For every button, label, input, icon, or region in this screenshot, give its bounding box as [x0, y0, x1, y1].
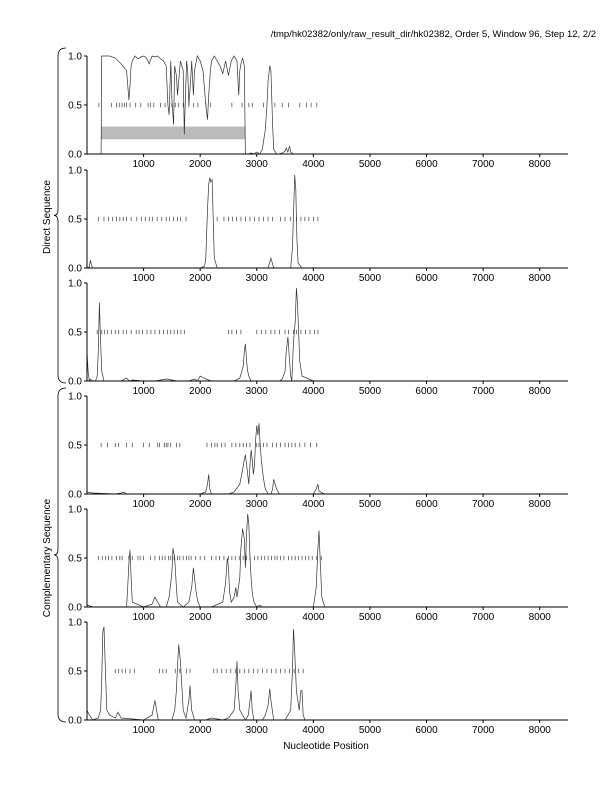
panel-1	[68, 52, 568, 171]
x-tick-label: 5000	[358, 386, 382, 397]
x-tick-label: 3000	[245, 386, 268, 397]
group-label-complementary: Complementary Sequence	[42, 498, 53, 618]
y-tick-label: 0.0	[68, 715, 82, 727]
x-tick-label: 8000	[528, 159, 551, 170]
x-tick-label: 4000	[302, 499, 325, 510]
x-tick-label: 2000	[189, 499, 212, 510]
x-tick-label: 8000	[528, 612, 551, 623]
panel-2	[68, 166, 568, 285]
y-tick-label: 1.0	[68, 51, 82, 63]
x-tick-label: 2000	[189, 386, 212, 397]
y-tick-label: 0.5	[68, 440, 82, 452]
x-tick-label: 7000	[471, 499, 495, 510]
x-tick-label: 3000	[245, 725, 268, 736]
x-tick-label: 8000	[528, 499, 551, 510]
x-tick-label: 6000	[415, 159, 438, 170]
x-tick-label: 5000	[358, 273, 382, 284]
x-tick-label: 7000	[471, 386, 495, 397]
y-tick-label: 1.0	[68, 278, 82, 290]
x-tick-label: 6000	[415, 725, 438, 736]
y-tick-label: 0.0	[68, 149, 82, 161]
chart-title: /tmp/hk02382/only/raw_result_dir/hk02382, Order 5, Window 96, Step 12, 2/2	[270, 29, 596, 40]
series-line	[87, 288, 568, 381]
y-tick-label: 0.5	[68, 100, 82, 112]
x-tick-label: 8000	[528, 273, 551, 284]
x-tick-label: 7000	[471, 159, 495, 170]
x-tick-label: 3000	[245, 612, 268, 623]
x-tick-label: 2000	[189, 612, 212, 623]
y-tick-label: 1.0	[68, 165, 82, 177]
x-tick-label: 8000	[528, 386, 551, 397]
x-tick-label: 5000	[358, 499, 382, 510]
x-tick-label: 4000	[302, 386, 325, 397]
x-tick-label: 3000	[245, 499, 268, 510]
x-tick-label: 4000	[302, 159, 325, 170]
x-tick-label: 7000	[471, 725, 495, 736]
x-tick-label: 4000	[302, 273, 325, 284]
x-tick-label: 1000	[132, 159, 155, 170]
y-tick-label: 0.0	[68, 602, 82, 614]
y-tick-label: 0.5	[68, 553, 82, 565]
x-tick-label: 5000	[358, 612, 382, 623]
x-tick-label: 1000	[132, 612, 155, 623]
x-tick-label: 1000	[132, 499, 155, 510]
x-tick-label: 7000	[471, 273, 495, 284]
panel-6	[68, 618, 568, 737]
y-tick-label: 0.0	[68, 489, 82, 501]
x-tick-label: 4000	[302, 725, 325, 736]
shaded-region	[101, 127, 245, 140]
panel-3	[68, 279, 568, 398]
x-tick-label: 2000	[189, 273, 212, 284]
x-tick-label: 4000	[302, 612, 325, 623]
x-tick-label: 2000	[189, 725, 212, 736]
series-line	[87, 514, 568, 607]
x-tick-label: 5000	[358, 725, 382, 736]
x-tick-label: 2000	[189, 159, 212, 170]
x-tick-label: 3000	[245, 273, 268, 284]
series-line	[87, 175, 568, 268]
group-label-direct: Direct Sequence	[42, 180, 53, 254]
x-tick-label: 1000	[132, 725, 155, 736]
x-tick-label: 6000	[415, 612, 438, 623]
group-brackets	[54, 48, 66, 722]
y-tick-label: 1.0	[68, 617, 82, 629]
x-tick-label: 6000	[415, 386, 438, 397]
x-tick-label: 1000	[132, 273, 155, 284]
y-tick-label: 1.0	[68, 391, 82, 403]
x-axis-title: Nucleotide Position	[283, 741, 369, 752]
panel-5	[68, 505, 568, 624]
y-tick-label: 0.0	[68, 263, 82, 275]
bracket-direct	[54, 48, 66, 383]
panels-group	[68, 52, 568, 737]
x-tick-label: 6000	[415, 499, 438, 510]
y-tick-label: 0.5	[68, 214, 82, 226]
x-tick-label: 5000	[358, 159, 382, 170]
y-tick-label: 0.5	[68, 327, 82, 339]
x-tick-label: 8000	[528, 725, 551, 736]
x-tick-label: 1000	[132, 386, 155, 397]
panel-4	[68, 392, 568, 511]
y-tick-label: 1.0	[68, 504, 82, 516]
y-tick-label: 0.0	[68, 376, 82, 388]
series-line	[87, 627, 568, 720]
x-tick-label: 7000	[471, 612, 495, 623]
x-tick-label: 3000	[245, 159, 268, 170]
series-line	[87, 423, 568, 494]
x-tick-label: 6000	[415, 273, 438, 284]
bracket-complementary	[54, 388, 66, 722]
y-tick-label: 0.5	[68, 666, 82, 678]
